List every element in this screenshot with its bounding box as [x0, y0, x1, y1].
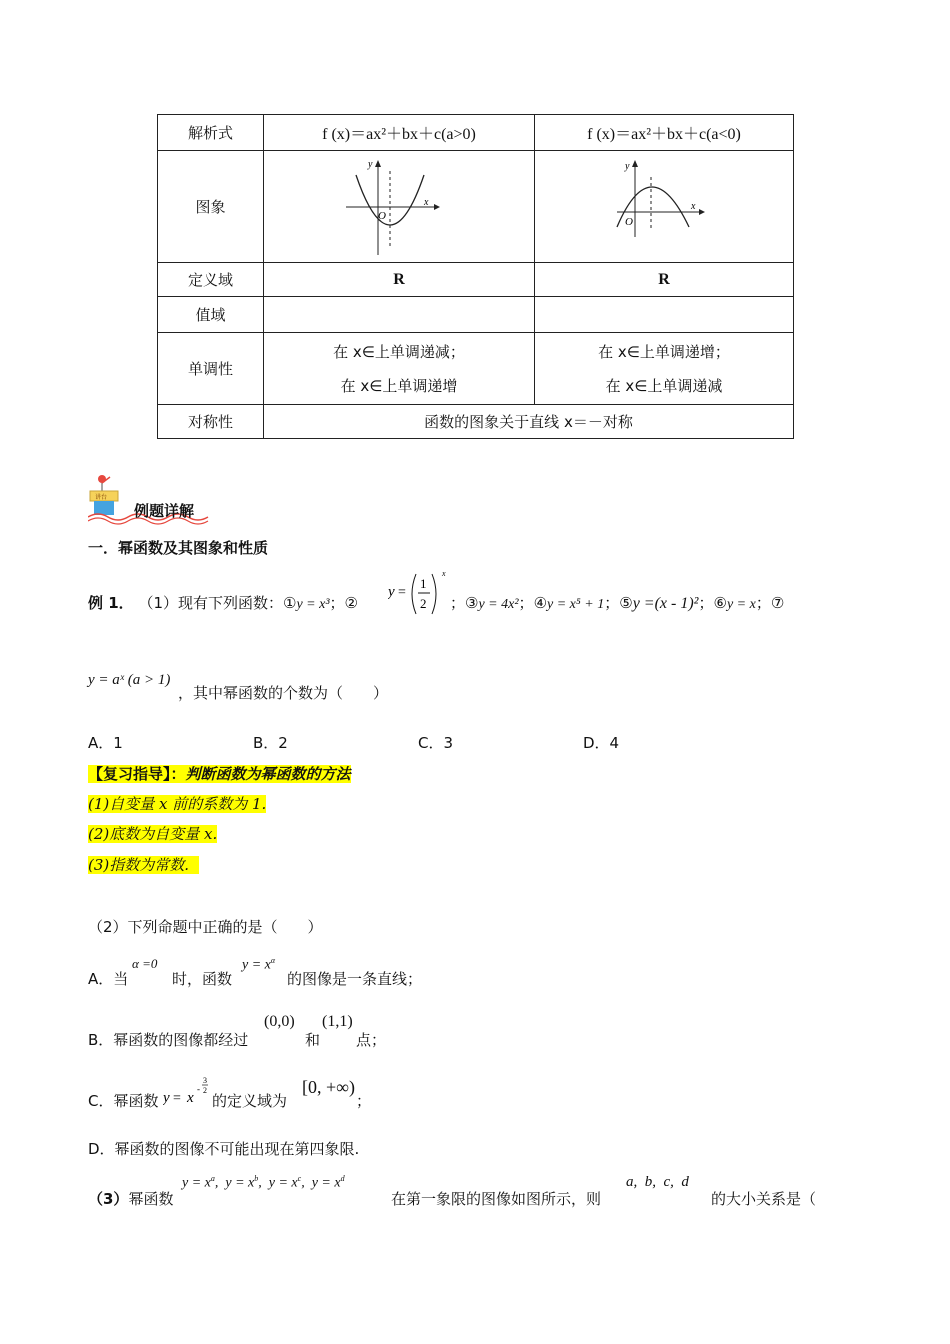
svg-text:3: 3 [203, 1076, 207, 1085]
ex1-f5: y =(x - 1)² [632, 595, 699, 612]
part3-label: （3） [88, 1190, 129, 1208]
svg-text:2: 2 [203, 1086, 207, 1095]
guide-item-1 [88, 793, 266, 814]
guide-title [88, 763, 351, 784]
graph1-origin-label: O [378, 209, 386, 222]
part2-b-math1: (0,0) [264, 1013, 295, 1030]
part3-math-functions: $y = x^a$, $y = x^b$, $y = x^c$, $y = x^d$ [182, 1174, 345, 1191]
mono2-line2: 在 x∈上单调递减 [605, 376, 723, 395]
ex1-f1-prefix: ① [283, 594, 297, 612]
part2-option-d: D．幂函数的图像不可能出现在第四象限. [88, 1140, 360, 1158]
properties-table [157, 114, 794, 439]
formula-a-negative: f (x)＝ax²＋bx＋c(a<0) [535, 115, 794, 151]
part2-a-3: 的图像是一条直线； [287, 970, 423, 988]
range-a-positive [264, 297, 535, 333]
graph2-y-label: y [625, 160, 630, 172]
svg-text:y: y [388, 584, 395, 600]
graph2-origin-label: O [625, 215, 633, 228]
svg-text:=: = [173, 1091, 181, 1106]
svg-text:-: - [197, 1084, 200, 1094]
part2-c-1: C．幂函数 [88, 1092, 159, 1110]
part3-line [88, 1188, 173, 1209]
ex1-sep5: ； [698, 594, 714, 612]
part2-b-3: 点； [356, 1031, 387, 1049]
ex1-option-c: C．3 [418, 734, 454, 752]
graph-downward-parabola [535, 151, 794, 263]
ex1-f3: y = 4x² [478, 597, 519, 612]
part3-math-params: a, b, c, d [626, 1174, 689, 1190]
domain-a-negative: R [535, 263, 794, 297]
guide-title-tail: 判断函数为幂函数的方法 [185, 765, 351, 783]
ex1-f4-prefix: ④ [533, 594, 548, 612]
part2-option-a [88, 968, 128, 989]
ex1-f7: y = aˣ (a > 1) [88, 672, 171, 688]
ex1-option-a: A．1 [88, 734, 123, 752]
guide-title-label: 【复习指导】： [88, 765, 186, 783]
mono2-line1: 在 x∈上单调递增； [598, 342, 730, 361]
ex1-line2 [88, 670, 170, 689]
ex1-f7-prefix: ⑦ [770, 594, 785, 612]
graph1-y-label: y [368, 158, 373, 170]
graph1-x-label: x [424, 196, 429, 208]
ex1-part1: （1）现有下列函数： [138, 594, 283, 612]
part2-a-math1: α =0 [132, 956, 158, 971]
svg-text:y: y [163, 1090, 170, 1106]
graph-upward-parabola [264, 151, 535, 263]
ex1-f5-prefix: ⑤ [619, 594, 633, 612]
ex1-q-tail: ，其中幂函数的个数为（ ） [178, 684, 389, 702]
part2-c-2: 的定义域为 [212, 1092, 288, 1110]
part2-c-3: ； [356, 1092, 372, 1110]
banner-title: 例题详解 [134, 502, 195, 520]
svg-text:=: = [398, 585, 406, 600]
row-header-range: 值域 [158, 297, 264, 333]
part3-q1: 幂函数 [128, 1190, 174, 1208]
ex1-sep3: ； [518, 594, 534, 612]
guide-item-2-text: (2)底数为自变量 x. [88, 825, 218, 843]
monotonicity-a-negative [535, 333, 794, 405]
part2-a-1: A．当 [88, 970, 129, 988]
svg-text:x: x [442, 569, 446, 578]
mono1-line1: 在 x∈上单调递减； [333, 342, 465, 361]
row-header-symmetry: 对称性 [158, 405, 264, 439]
ex1-option-d: D．4 [583, 734, 620, 752]
section-title: 一．幂函数及其图象和性质 [88, 539, 269, 557]
row-header-formula: 解析式 [158, 115, 264, 151]
graph2-x-label: x [691, 200, 696, 212]
ex1-f6-prefix: ⑥ [713, 594, 727, 612]
formula-a-positive: f (x)＝ax²＋bx＋c(a>0) [264, 115, 535, 151]
symmetry-statement: 函数的图象关于直线 x＝－对称 [264, 405, 794, 439]
row-header-domain: 定义域 [158, 263, 264, 297]
guide-item-2 [88, 823, 217, 844]
guide-item-3 [88, 854, 199, 875]
ex1-sep4: ； [604, 594, 620, 612]
range-a-negative [535, 297, 794, 333]
mono1-line2: 在 x∈上单调递增 [340, 376, 458, 395]
ex1-sep6: ； [755, 594, 771, 612]
svg-text:2: 2 [420, 596, 427, 611]
ex1-f6: y = x [726, 597, 756, 612]
monotonicity-a-positive [264, 333, 535, 405]
part2-b-math2: (1,1) [322, 1013, 353, 1030]
ex1-line1b [450, 592, 784, 613]
part2-b-1: B．幂函数的图像都经过 [88, 1031, 249, 1049]
ex1-option-b: B．2 [253, 734, 288, 752]
ex1-label: 例 1． [88, 594, 134, 612]
ex1-sep2: ； [450, 594, 466, 612]
svg-text:x: x [187, 1090, 194, 1106]
domain-a-positive: R [264, 263, 535, 297]
ex1-f4: y = x⁵ + 1 [547, 597, 605, 612]
part2-c-math2: [0, +∞) [302, 1077, 355, 1097]
part2-c-math1 [163, 1072, 217, 1114]
podium-sign: 讲台 [95, 494, 108, 501]
guide-item-1-text: (1)自变量 x 前的系数为 1. [88, 795, 267, 813]
part2-a-math2: $y = x^\alpha$ [242, 956, 276, 973]
part2-question: （2）下列命题中正确的是（ ） [88, 918, 323, 936]
guide-item-3-text: (3)指数为常数. [88, 856, 190, 874]
part3-q3: 的大小关系是（ [711, 1190, 817, 1208]
ex1-f2 [388, 566, 458, 626]
ex1-sep1: ； [329, 594, 345, 612]
part2-a-2: 时，函数 [172, 970, 233, 988]
ex1-f3-prefix: ③ [465, 594, 479, 612]
ex1-f1: y = x³ [296, 597, 330, 612]
svg-text:1: 1 [420, 576, 427, 591]
ex1-f2-prefix: ② [344, 594, 358, 612]
ex1-line1 [88, 592, 358, 613]
row-header-monotonicity: 单调性 [158, 333, 264, 405]
row-header-graph: 图象 [158, 151, 264, 263]
part2-b-2: 和 [305, 1031, 321, 1049]
part3-q2: 在第一象限的图像如图所示，则 [391, 1190, 602, 1208]
